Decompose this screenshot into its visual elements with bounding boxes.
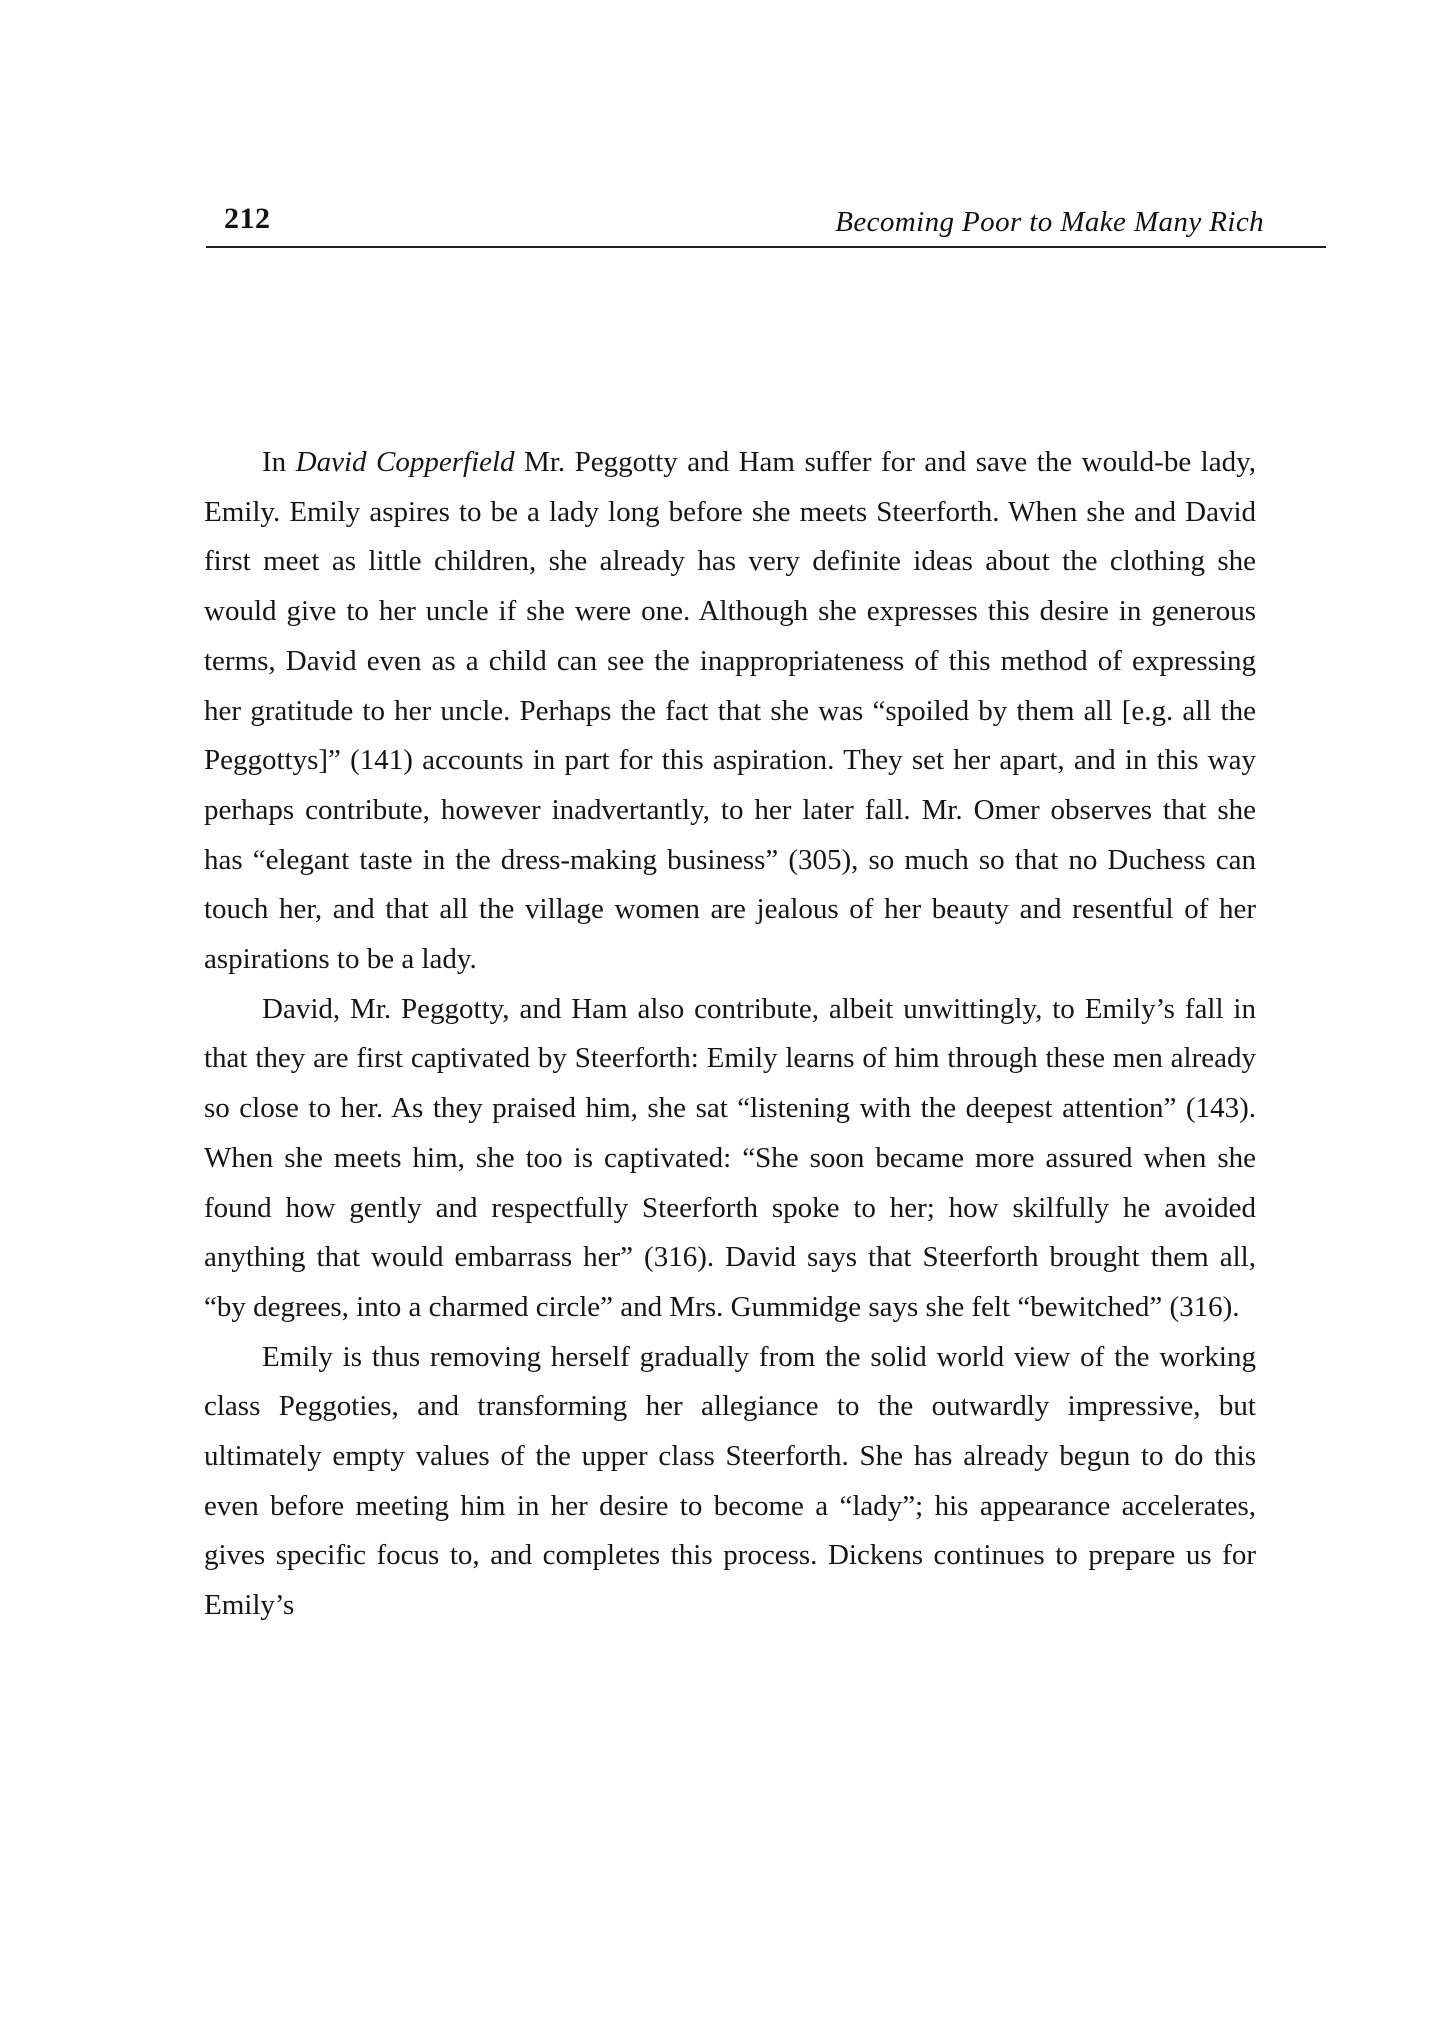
book-title: David Copperfield (295, 446, 515, 478)
body-text (204, 438, 1256, 1631)
paragraph-1-intro: In (262, 446, 296, 478)
paragraph-1 (204, 438, 1256, 985)
page-number: 212 (224, 202, 271, 235)
paragraph-3: Emily is thus removing herself gradually from the solid world view of the working class Peggoties, and transforming her allegiance to the outwardly impressive, but ultimately empty values of the upper class Steerforth. She has already begun to do this even before meeting him in her desire to become a “lady”; his appearance accelerates, gives specific focus to, and completes this process. Dickens continues to prepare us for Emily’s (204, 1340, 1256, 1622)
paragraph-1-text: Mr. Peggotty and Ham suffer for and save the would-be lady, Emily. Emily aspires to be a lady long before she meets Steerforth. When she and David first meet as little children, she already has very definite ideas about the clothing she would give to her uncle if she were one. Although she expresses this desire in generous terms, David even as a child can see the inappropriateness of this method of expressing her gratitude to her uncle. Perhaps the fact that she was “spoiled by them all [e.g. all the Peggottys]” (141) accounts in part for this aspiration. They set her apart, and in this way perhaps contribute, however inadvertantly, to her later fall. Mr. Omer observes that she has “elegant taste in the dress-making business” (305), so much so that no Duchess can touch her, and that all the village women are jealous of her beauty and resentful of her aspirations to be a lady. (204, 446, 1256, 976)
running-head (206, 200, 1326, 248)
running-title: Becoming Poor to Make Many Rich (835, 206, 1264, 238)
paragraph-2: David, Mr. Peggotty, and Ham also contribute, albeit unwittingly, to Emily’s fall in that they are first captivated by Steerforth: Emily learns of him through these men already so close to her. As they praised him, she sat “listening with the deepest attention” (143). When she meets him, she too is captivated: “She soon became more assured when she found how gently and respectfully Steerforth spoke to her; how skilfully he avoided anything that would embarrass her” (316). David says that Steerforth brought them all, “by degrees, into a charmed circle” and Mrs. Gummidge says she felt “bewitched” (316). (204, 992, 1256, 1323)
